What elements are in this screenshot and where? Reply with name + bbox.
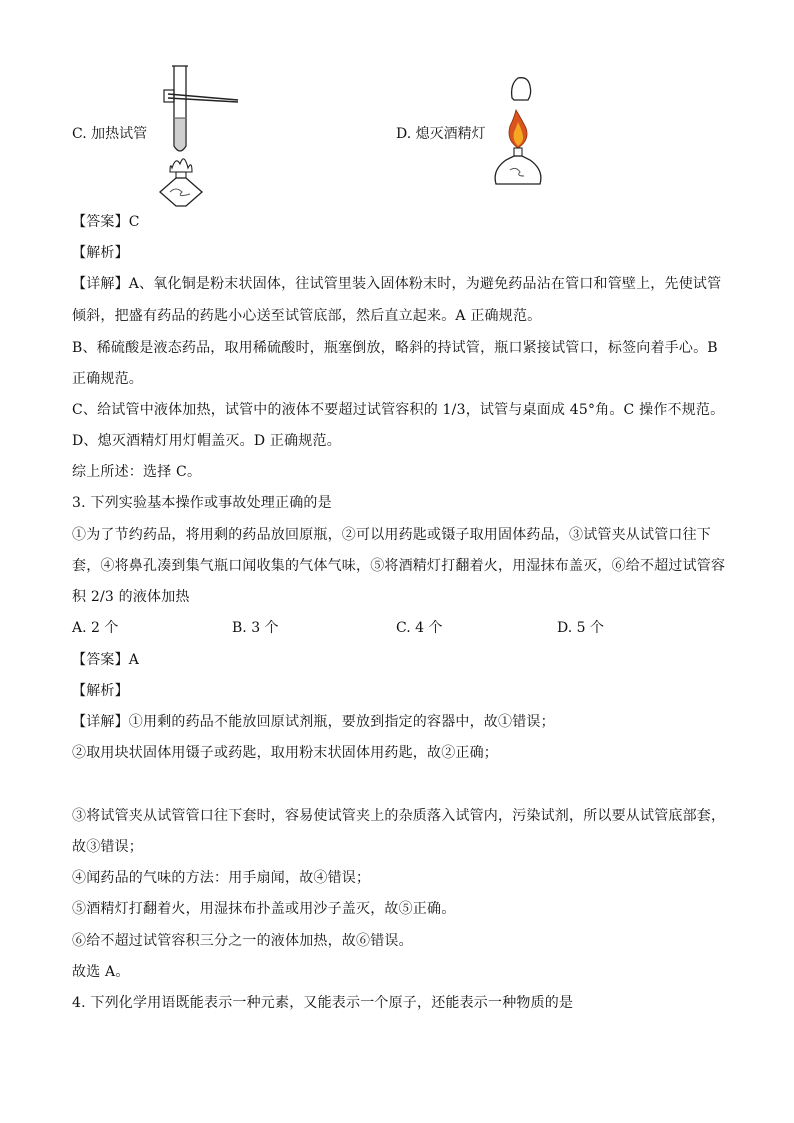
q3-body-line: 套，④将鼻孔凑到集气瓶口闻收集的气体气味，⑤将酒精灯打翻着火，用湿抹布盖灭，⑥给不超过试管容 <box>72 558 726 574</box>
heating-test-tube-illustration <box>150 64 245 208</box>
figure-d-label: D. 熄灭酒精灯 <box>396 126 486 142</box>
q2-detail-line: C、给试管中液体加热，试管中的液体不要超过试管容积的 1/3，试管与桌面成 45°角。C 操作不规范。 <box>72 402 725 418</box>
q2-answer: 【答案】C <box>72 214 140 230</box>
q3-detail-line: ⑥给不超过试管容积三分之一的液体加热，故⑥错误。 <box>72 933 413 949</box>
q2-summary: 综上所述：选择 C。 <box>72 464 202 480</box>
q3-analysis-heading: 【解析】 <box>72 683 129 699</box>
q3-conclusion: 故选 A。 <box>72 964 130 980</box>
q3-detail-line: ②取用块状固体用镊子或药匙，取用粉末状固体用药匙，故②正确； <box>72 745 498 761</box>
q4-stem: 4. 下列化学用语既能表示一种元素，又能表示一个原子，还能表示一种物质的是 <box>72 995 574 1011</box>
q3-detail-line: ④闻药品的气味的方法：用手扇闻，故④错误； <box>72 870 371 886</box>
q2-analysis-heading: 【解析】 <box>72 245 129 261</box>
q3-detail-line: 故③错误； <box>72 839 143 855</box>
q3-detail-line: ③将试管夹从试管管口往下套时，容易使试管夹上的杂质落入试管内，污染试剂，所以要从试管底部套， <box>72 808 726 824</box>
q3-answer: 【答案】A <box>72 652 140 668</box>
q2-detail-line: B、稀硫酸是液态药品，取用稀硫酸时，瓶塞倒放，略斜的持试管，瓶口紧接试管口，标签向着手心。B <box>72 340 718 356</box>
q3-stem: 3. 下列实验基本操作或事故处理正确的是 <box>72 495 332 511</box>
q3-option-b: B. 3 个 <box>232 620 279 636</box>
extinguish-alcohol-lamp-illustration <box>488 72 548 190</box>
q2-detail-line: D、熄灭酒精灯用灯帽盖灭。D 正确规范。 <box>72 433 341 449</box>
figure-c-label: C. 加热试管 <box>72 126 148 142</box>
q3-option-a: A. 2 个 <box>72 620 119 636</box>
q3-detail-line: 【详解】①用剩的药品不能放回原试剂瓶，要放到指定的容器中，故①错误； <box>72 714 555 730</box>
q3-option-d: D. 5 个 <box>557 620 604 636</box>
q3-body-line: ①为了节约药品，将用剩的药品放回原瓶，②可以用药匙或镊子取用固体药品，③试管夹从试管口往下 <box>72 527 711 543</box>
q3-option-c: C. 4 个 <box>396 620 443 636</box>
q3-body-line: 积 2/3 的液体加热 <box>72 589 190 605</box>
q2-detail-line: 【详解】A、氧化铜是粉末状固体，往试管里装入固体粉末时，为避免药品沾在管口和管壁上，先使试管 <box>72 276 722 292</box>
q3-detail-line: ⑤酒精灯打翻着火，用湿抹布扑盖或用沙子盖灭，故⑤正确。 <box>72 901 456 917</box>
q2-detail-line: 倾斜，把盛有药品的药匙小心送至试管底部，然后直立起来。A 正确规范。 <box>72 308 542 324</box>
q2-detail-line: 正确规范。 <box>72 371 143 387</box>
